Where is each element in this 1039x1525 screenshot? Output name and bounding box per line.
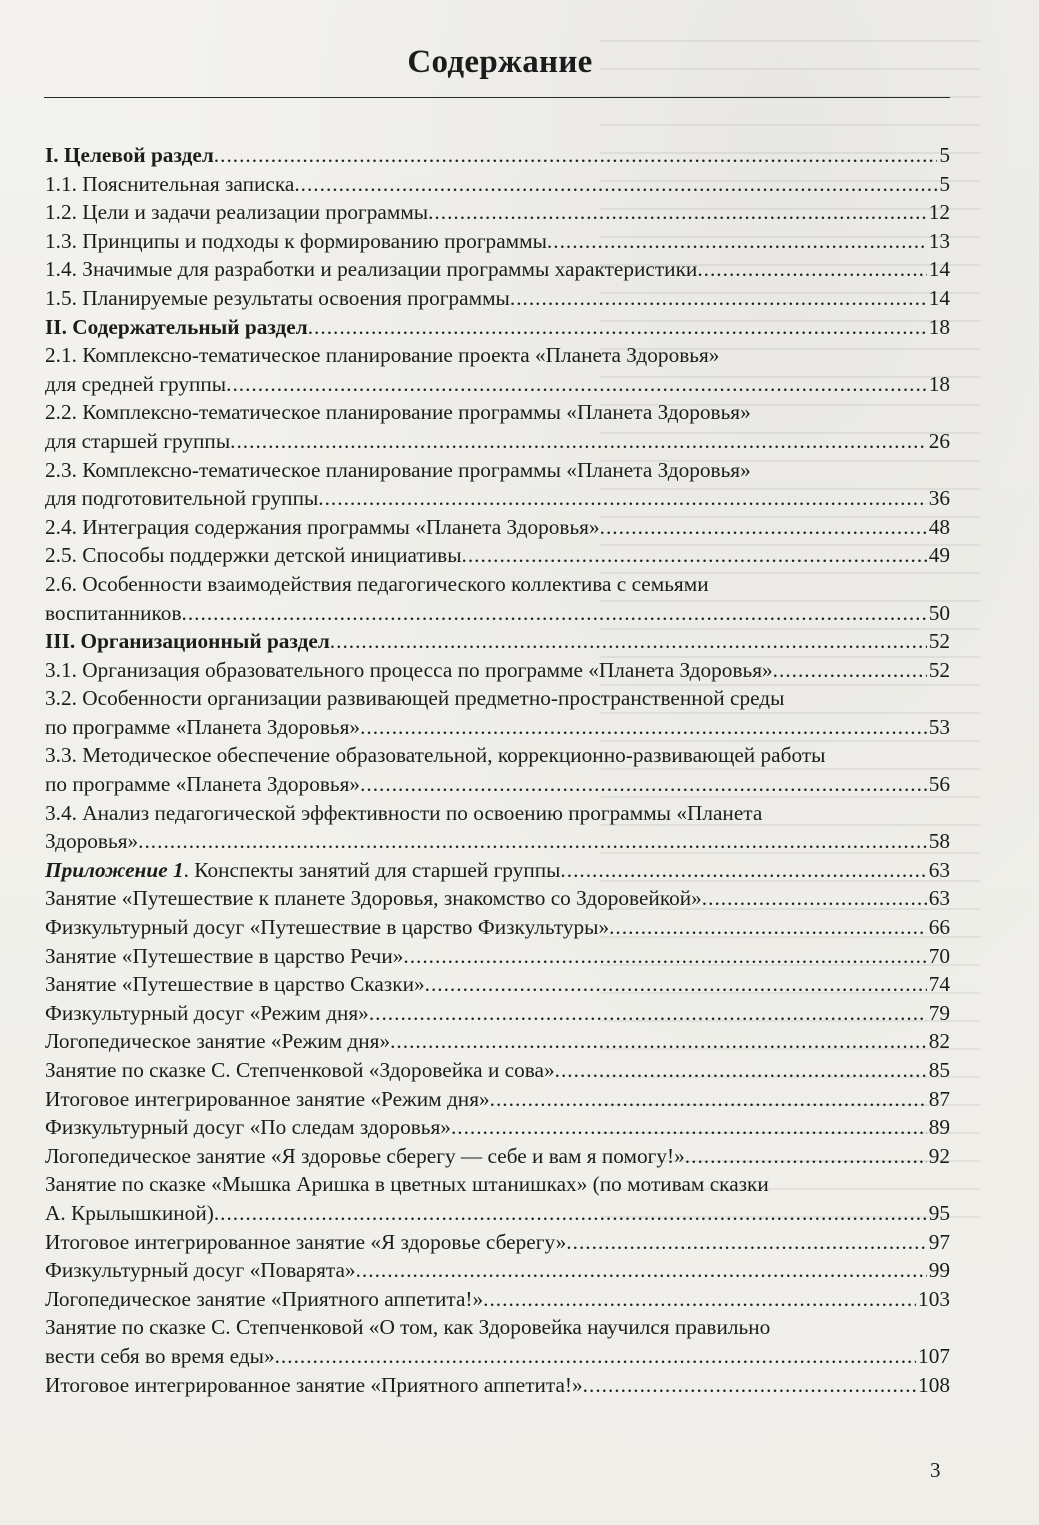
- dot-leader: [403, 942, 926, 971]
- toc-page-number: 108: [918, 1372, 950, 1397]
- dot-leader: [560, 856, 926, 885]
- toc-entry-title: Занятие по сказке С. Степченковой «Здоровейка и сова»: [45, 1058, 555, 1082]
- toc-entry-title: Здоровья»: [45, 829, 139, 854]
- toc-entry-line: [45, 484, 950, 513]
- toc-page-number: 36: [928, 486, 950, 511]
- dot-leader: [318, 484, 926, 513]
- table-of-contents: [45, 141, 950, 1399]
- toc-entry-title: 1.4. Значимые для разработки и реализации программы характеристики: [45, 257, 698, 282]
- dot-leader: [600, 513, 927, 542]
- toc-page-number: 52: [928, 629, 950, 654]
- toc-section[interactable]: [45, 141, 950, 170]
- toc-entry-line: [45, 141, 950, 170]
- toc-entry[interactable]: [45, 1056, 950, 1085]
- toc-page-number: 5: [939, 171, 950, 196]
- dot-leader: [294, 170, 937, 199]
- toc-entry-title: Физкультурный досуг «Режим дня»: [45, 1000, 369, 1025]
- toc-page-number: 26: [928, 428, 950, 453]
- toc-page-number: 66: [928, 915, 950, 940]
- toc-entry[interactable]: [45, 684, 950, 741]
- toc-section[interactable]: [45, 627, 950, 656]
- toc-entry[interactable]: [45, 198, 950, 227]
- toc-entry-title: для подготовительной группы: [45, 486, 319, 511]
- toc-page-number: 49: [928, 543, 950, 568]
- toc-entry[interactable]: [45, 513, 950, 542]
- toc-entry[interactable]: [45, 341, 950, 398]
- toc-page-number: 50: [928, 600, 950, 625]
- dot-leader: [555, 1056, 927, 1085]
- dot-leader: [510, 284, 927, 313]
- toc-entry-line: [45, 1342, 950, 1371]
- toc-entry-line: [45, 627, 950, 656]
- toc-page-number: 70: [928, 943, 950, 968]
- toc-entry[interactable]: [45, 942, 950, 971]
- toc-entry-line: [45, 1027, 950, 1056]
- toc-entry-title: вести себя во время еды»: [45, 1343, 275, 1368]
- toc-page-number: 14: [928, 257, 950, 282]
- toc-entry-title: Итоговое интегрированное занятие «Приятного аппетита!»: [45, 1372, 583, 1397]
- toc-entry[interactable]: [45, 970, 950, 999]
- toc-entry-line: [45, 284, 950, 313]
- toc-entry[interactable]: [45, 1285, 950, 1314]
- toc-entry-title: Занятие «Путешествие в царство Речи»: [45, 943, 404, 968]
- dot-leader: [214, 1199, 927, 1228]
- toc-entry[interactable]: [45, 570, 950, 627]
- toc-entry-line: [45, 227, 950, 256]
- appendix-label: Приложение 1: [45, 857, 184, 882]
- toc-page-number: 95: [928, 1200, 950, 1225]
- toc-entry-title: Занятие «Путешествие к планете Здоровья, знакомство со Здоровейкой»: [45, 886, 702, 911]
- toc-entry-lead-line: 2.3. Комплексно-тематическое планирование программы «Планета Здоровья»: [45, 457, 751, 482]
- toc-entry[interactable]: [45, 284, 950, 313]
- toc-page-number: 12: [928, 200, 950, 225]
- dot-leader: [356, 1256, 927, 1285]
- dot-leader: [483, 1285, 916, 1314]
- toc-page-number: 82: [928, 1029, 950, 1054]
- toc-page-number: 53: [928, 714, 950, 739]
- toc-page-number: 63: [928, 886, 950, 911]
- toc-entry-line: [45, 1371, 950, 1400]
- toc-page-number: 14: [928, 285, 950, 310]
- toc-page-number: 99: [928, 1258, 950, 1283]
- toc-entry[interactable]: [45, 398, 950, 455]
- toc-entry-lead-line: 3.2. Особенности организации развивающей предметно-пространственной среды: [45, 686, 785, 711]
- toc-page-number: 107: [918, 1343, 950, 1368]
- toc-entry-line: [45, 713, 950, 742]
- toc-entry-title: Физкультурный досуг «Путешествие в царство Физкультуры»: [45, 915, 610, 940]
- toc-page-number: 18: [928, 371, 950, 396]
- toc-page-number: 97: [928, 1229, 950, 1254]
- dot-leader: [462, 541, 927, 570]
- toc-entry-line: [45, 656, 950, 685]
- dot-leader: [490, 1085, 927, 1114]
- toc-entry-line: [45, 827, 950, 856]
- dot-leader: [214, 141, 938, 170]
- toc-entry[interactable]: [45, 1256, 950, 1285]
- toc-entry-line: [45, 255, 950, 284]
- toc-entry-line: [45, 1056, 950, 1085]
- toc-entry[interactable]: [45, 1142, 950, 1171]
- toc-entry-line: [45, 970, 950, 999]
- toc-entry[interactable]: [45, 1085, 950, 1114]
- dot-leader: [609, 913, 927, 942]
- toc-entry-line: [45, 313, 950, 342]
- dot-leader: [275, 1342, 916, 1371]
- toc-entry-title: для средней группы: [45, 371, 227, 396]
- toc-entry-line: [45, 856, 950, 885]
- dot-leader: [428, 198, 927, 227]
- toc-entry-line: [45, 1285, 950, 1314]
- toc-entry-line: [45, 1256, 950, 1285]
- toc-page-number: 74: [928, 972, 950, 997]
- toc-page-number: 18: [928, 314, 950, 339]
- toc-entry-line: [45, 170, 950, 199]
- toc-entry-line: [45, 942, 950, 971]
- toc-entry-title: Логопедическое занятие «Я здоровье сберегу — себе и вам я помогу!»: [45, 1143, 685, 1168]
- toc-page-number: 58: [928, 829, 950, 854]
- toc-entry[interactable]: [45, 741, 950, 798]
- toc-entry[interactable]: [45, 1228, 950, 1257]
- toc-entry[interactable]: [45, 1371, 950, 1400]
- toc-page-number: 63: [928, 857, 950, 882]
- toc-page-number: 52: [928, 657, 950, 682]
- toc-entry-line: [45, 541, 950, 570]
- toc-entry[interactable]: [45, 170, 950, 199]
- toc-page-number: 87: [928, 1086, 950, 1111]
- toc-entry[interactable]: [45, 255, 950, 284]
- toc-entry-title: [45, 856, 560, 885]
- title-rule: [44, 97, 950, 98]
- toc-entry-line: [45, 1228, 950, 1257]
- dot-leader: [330, 627, 927, 656]
- toc-entry-title: III. Организационный раздел: [45, 629, 330, 654]
- toc-page-number: 5: [939, 143, 950, 167]
- toc-entry-title: 1.2. Цели и задачи реализации программы: [45, 200, 429, 225]
- toc-entry-lead-line: Занятие по сказке С. Степченковой «О том, как Здоровейка научился правильно: [45, 1315, 771, 1340]
- toc-entry-title: воспитанников: [45, 600, 182, 625]
- toc-entry[interactable]: [45, 1170, 950, 1227]
- dot-leader: [138, 827, 927, 856]
- dot-leader: [697, 255, 926, 284]
- toc-entry-title: Логопедическое занятие «Режим дня»: [45, 1029, 391, 1054]
- dot-leader: [182, 599, 927, 628]
- dot-leader: [425, 970, 927, 999]
- dot-leader: [566, 1228, 926, 1257]
- dot-leader: [308, 313, 927, 342]
- toc-page-number: 48: [928, 514, 950, 539]
- dot-leader: [360, 713, 927, 742]
- toc-entry-title: Итоговое интегрированное занятие «Я здоровье сберегу»: [45, 1229, 567, 1254]
- toc-entry-title: Итоговое интегрированное занятие «Режим дня»: [45, 1086, 490, 1111]
- toc-entry-lead-line: Занятие по сказке «Мышка Аришка в цветных штанишках» (по мотивам сказки: [45, 1172, 769, 1197]
- toc-entry-line: [45, 513, 950, 542]
- appendix-title: . Конспекты занятий для старшей группы: [183, 857, 561, 882]
- dot-leader: [369, 999, 927, 1028]
- toc-entry-line: [45, 1199, 950, 1228]
- toc-entry-line: [45, 884, 950, 913]
- toc-entry-line: [45, 1085, 950, 1114]
- page-title: Содержание: [407, 44, 593, 80]
- page-number: 3: [930, 1458, 941, 1482]
- toc-entry[interactable]: [45, 227, 950, 256]
- toc-page-number: 85: [928, 1058, 950, 1082]
- toc-entry-lead-line: 3.4. Анализ педагогической эффективности по освоению программы «Планета: [45, 800, 763, 825]
- toc-entry-title: А. Крылышкиной): [45, 1200, 214, 1225]
- toc-entry-line: [45, 427, 950, 456]
- toc-entry-title: 1.5. Планируемые результаты освоения программы: [45, 285, 510, 310]
- toc-entry-title: по программе «Планета Здоровья»: [45, 772, 361, 797]
- toc-page-number: 56: [928, 772, 950, 797]
- toc-entry-title: Физкультурный досуг «По следам здоровья»: [45, 1115, 451, 1140]
- toc-entry[interactable]: [45, 656, 950, 685]
- dot-leader: [547, 227, 927, 256]
- toc-entry[interactable]: [45, 1113, 950, 1142]
- toc-entry-title: 1.1. Пояснительная записка: [45, 171, 295, 196]
- toc-entry-lead-line: 2.1. Комплексно-тематическое планирование проекта «Планета Здоровья»: [45, 343, 720, 368]
- toc-entry-title: I. Целевой раздел: [45, 143, 214, 167]
- dot-leader: [773, 656, 927, 685]
- toc-entry-lead-line: 2.6. Особенности взаимодействия педагогического коллектива с семьями: [45, 571, 709, 596]
- toc-entry[interactable]: [45, 913, 950, 942]
- toc-appendix[interactable]: [45, 856, 950, 885]
- toc-entry[interactable]: [45, 541, 950, 570]
- toc-entry[interactable]: [45, 884, 950, 913]
- toc-entry-line: [45, 913, 950, 942]
- toc-entry[interactable]: [45, 1027, 950, 1056]
- toc-entry-line: [45, 370, 950, 399]
- dot-leader: [583, 1371, 916, 1400]
- toc-page-number: 13: [928, 228, 950, 253]
- toc-entry-title: Занятие «Путешествие в царство Сказки»: [45, 972, 425, 997]
- toc-page-number: 92: [928, 1143, 950, 1168]
- toc-entry-line: [45, 999, 950, 1028]
- toc-entry-lead-line: 3.3. Методическое обеспечение образовательной, коррекционно-развивающей работы: [45, 743, 826, 768]
- dot-leader: [360, 770, 927, 799]
- toc-entry[interactable]: [45, 456, 950, 513]
- toc-entry-line: [45, 1142, 950, 1171]
- toc-entry-line: [45, 198, 950, 227]
- toc-entry-title: 3.1. Организация образовательного процесса по программе «Планета Здоровья»: [45, 657, 773, 682]
- toc-entry-title: Логопедическое занятие «Приятного аппетита!»: [45, 1286, 484, 1311]
- toc-entry-line: [45, 1113, 950, 1142]
- dot-leader: [390, 1027, 927, 1056]
- toc-entry-title: по программе «Планета Здоровья»: [45, 714, 361, 739]
- toc-entry-title: 1.3. Принципы и подходы к формированию программы: [45, 228, 547, 253]
- toc-page-number: 79: [928, 1000, 950, 1025]
- dot-leader: [226, 370, 927, 399]
- toc-page-number: 103: [918, 1286, 950, 1311]
- toc-entry[interactable]: [45, 799, 950, 856]
- toc-page-number: 89: [928, 1115, 950, 1140]
- toc-entry-line: [45, 599, 950, 628]
- toc-entry-line: [45, 770, 950, 799]
- toc-entry[interactable]: [45, 999, 950, 1028]
- dot-leader: [230, 427, 927, 456]
- toc-entry-lead-line: 2.2. Комплексно-тематическое планирование программы «Планета Здоровья»: [45, 400, 751, 425]
- dot-leader: [685, 1142, 927, 1171]
- toc-entry-title: 2.4. Интеграция содержания программы «Планета Здоровья»: [45, 514, 600, 539]
- toc-section[interactable]: [45, 313, 950, 342]
- toc-entry-title: для старшей группы: [45, 428, 231, 453]
- dot-leader: [451, 1113, 927, 1142]
- toc-entry-title: II. Содержательный раздел: [45, 314, 308, 339]
- toc-entry-title: 2.5. Способы поддержки детской инициативы: [45, 543, 462, 568]
- dot-leader: [702, 884, 927, 913]
- toc-entry[interactable]: [45, 1313, 950, 1370]
- toc-entry-title: Физкультурный досуг «Поварята»: [45, 1258, 356, 1283]
